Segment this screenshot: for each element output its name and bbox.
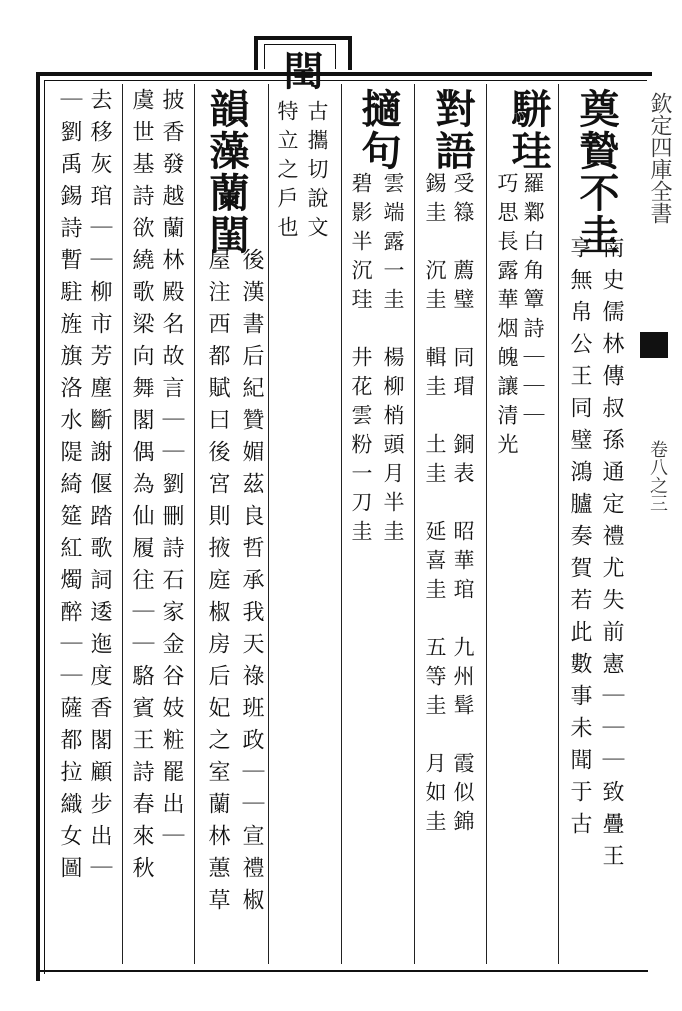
divider bbox=[486, 84, 487, 964]
entry-text: 羅鄴白角簟詩｜｜｜ bbox=[521, 172, 545, 433]
entry-text: 雲端露一圭 楊柳梢頭月半圭 bbox=[381, 172, 405, 549]
fishtail-mark bbox=[640, 332, 668, 358]
entry-text: 受簶 薦璧 同瑁 銅表 昭華琯 九州髶 霞似錦 bbox=[451, 172, 475, 839]
divider bbox=[268, 84, 269, 964]
divider bbox=[122, 84, 123, 964]
entry-text: 特立之戶也 bbox=[275, 100, 299, 245]
entry-heading: 駢珪 bbox=[505, 88, 552, 172]
entry-text: 屋注西都賦曰後宮則掖庭椒房后妃之室蘭林蕙草 bbox=[205, 248, 230, 920]
entry-heading: 閏 bbox=[277, 50, 324, 92]
entry-heading: 奠贄不圭 bbox=[573, 88, 620, 256]
entry-text: 錫圭 沉圭 輯圭 土圭 延喜圭 五等圭 月如圭 bbox=[423, 172, 447, 839]
entry-text: 巧思長露華烟魄讓清光 bbox=[495, 172, 519, 462]
entry-text: ｜劉禹錫詩暫駐旌旗洛水隄綺筵紅燭醉｜｜薩都拉織女圖 bbox=[57, 88, 82, 888]
entry-heading: 韻藻蘭閨 bbox=[203, 88, 250, 256]
entry-heading: 對語 bbox=[429, 88, 476, 172]
entry-text: 披香發越蘭林殿名故言｜｜劉刪詩石家金谷妓粧罷出｜ bbox=[159, 88, 184, 856]
entry-text: 古攜切說文 bbox=[305, 100, 329, 245]
margin-volume-label: 卷八之三 bbox=[647, 440, 668, 512]
entry-text: 後漢書后紀贊媚茲良哲承我天祿班政｜｜宣禮椒 bbox=[239, 248, 264, 920]
divider bbox=[341, 84, 342, 964]
divider bbox=[194, 84, 195, 964]
divider bbox=[558, 84, 559, 964]
entry-text: 南史儒林傳叔孫通定禮尤失前憲｜｜｜致疊王 bbox=[599, 236, 624, 876]
margin-book-title: 欽定四庫全書 bbox=[647, 92, 672, 224]
page-frame-bottom bbox=[36, 970, 648, 972]
divider bbox=[414, 84, 415, 964]
entry-text: 虞世基詩欲繞歌梁向舞閣偶為仙履往｜｜駱賓王詩春來秋 bbox=[129, 88, 154, 888]
entry-text: 享無帛公王同璧鴻臚奏賀若此數事未聞于古 bbox=[567, 236, 592, 844]
entry-text: 去移灰琯｜｜柳市芳塵斷謝偃踏歌詞逶迤度香閣顧步出｜ bbox=[87, 88, 112, 888]
entry-text: 碧影半沉珪 井花雲粉一刀圭 bbox=[349, 172, 373, 549]
entry-heading: 擿句 bbox=[355, 88, 402, 172]
right-margin bbox=[622, 72, 682, 977]
